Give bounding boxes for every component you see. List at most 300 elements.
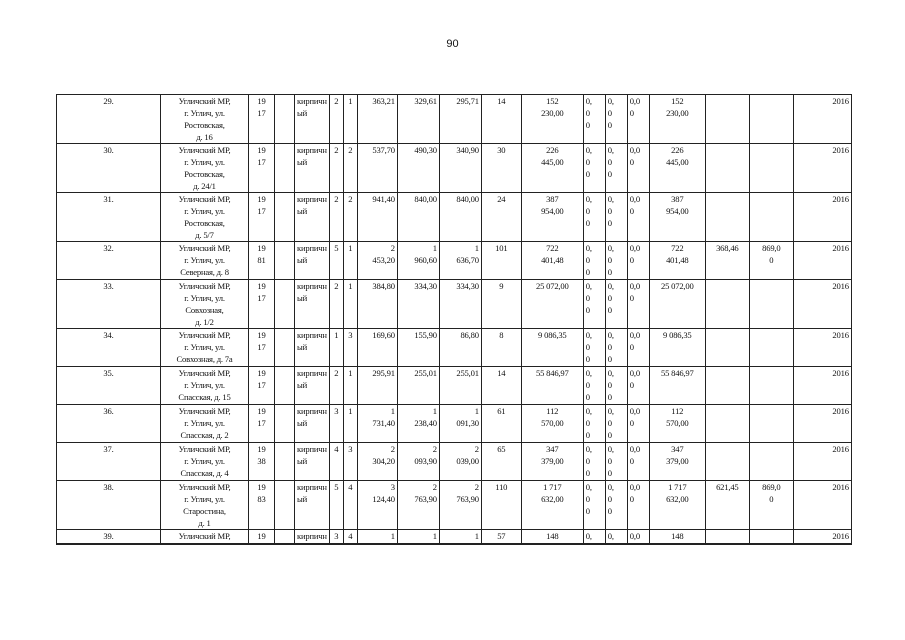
empty-cell bbox=[275, 242, 295, 280]
cell-line: 0, bbox=[607, 444, 614, 454]
floors-cell bbox=[329, 530, 343, 544]
specific-cost-cell bbox=[705, 329, 749, 367]
cell-line: г. Углич, ул. bbox=[184, 255, 225, 265]
limit-cost-cell bbox=[749, 367, 793, 405]
cell-line: 0, bbox=[607, 330, 614, 340]
cell-line: 3 bbox=[390, 482, 395, 492]
cell-line: 0, bbox=[585, 194, 592, 204]
wall-material-cell bbox=[295, 329, 330, 367]
planned-year-cell bbox=[793, 242, 851, 280]
cell-line: 347 bbox=[546, 444, 559, 454]
year-built-cell bbox=[249, 95, 275, 144]
cell-line: 61 bbox=[497, 406, 506, 416]
fund-share-cell bbox=[583, 367, 605, 405]
wall-material-cell bbox=[295, 193, 330, 242]
repair-cost-cell bbox=[521, 443, 583, 481]
cell-line: 0,0 bbox=[629, 145, 640, 155]
cell-line: 2 bbox=[334, 281, 339, 291]
cell-line: 4 bbox=[348, 531, 353, 541]
specific-cost-cell bbox=[705, 280, 749, 329]
cell-line: 0 bbox=[585, 305, 590, 315]
empty-cell bbox=[275, 329, 295, 367]
total-area-cell bbox=[357, 443, 397, 481]
cell-line: 0, bbox=[585, 281, 592, 291]
total-area-cell bbox=[357, 481, 397, 530]
entrances-cell bbox=[343, 530, 357, 544]
cell-line: 0 bbox=[607, 380, 612, 390]
cell-line: 347 bbox=[671, 444, 684, 454]
cell-line: 490,30 bbox=[414, 145, 437, 155]
total-cost-cell bbox=[649, 481, 705, 530]
planned-year-cell bbox=[793, 144, 851, 193]
planned-year-cell bbox=[793, 280, 851, 329]
cell-line: 0, bbox=[585, 243, 592, 253]
cell-line: 33. bbox=[103, 281, 114, 291]
fund-share-cell bbox=[627, 193, 649, 242]
table-row bbox=[57, 530, 852, 544]
cell-line: кирпичн bbox=[297, 482, 327, 492]
cell-line: 19 bbox=[257, 330, 266, 340]
cell-line: 621,45 bbox=[716, 482, 739, 492]
total-cost-cell bbox=[649, 193, 705, 242]
fund-share-cell bbox=[605, 367, 627, 405]
cell-line: 093,90 bbox=[414, 456, 437, 466]
cell-line: 17 bbox=[257, 157, 266, 167]
cell-line: 148 bbox=[546, 531, 559, 541]
cell-line: 19 bbox=[257, 531, 266, 541]
cell-line: 124,40 bbox=[372, 494, 395, 504]
entrances-cell bbox=[343, 443, 357, 481]
fund-share-cell bbox=[583, 193, 605, 242]
cell-line: 0 bbox=[607, 157, 612, 167]
residential-area-cell bbox=[397, 481, 439, 530]
cell-line: 636,70 bbox=[456, 255, 479, 265]
year-built-cell bbox=[249, 329, 275, 367]
cell-line: 2 bbox=[334, 145, 339, 155]
cell-line: 0 bbox=[607, 494, 612, 504]
cell-line: 1 bbox=[348, 281, 353, 291]
cell-line: 0 bbox=[585, 108, 590, 118]
cell-line: кирпичн bbox=[297, 145, 327, 155]
cell-line: 0 bbox=[585, 380, 590, 390]
cell-line: 0 bbox=[585, 392, 590, 402]
cell-line: 101 bbox=[495, 243, 508, 253]
address-cell bbox=[161, 280, 249, 329]
cell-line: 3 bbox=[334, 531, 339, 541]
address-cell bbox=[161, 329, 249, 367]
fund-share-cell bbox=[583, 280, 605, 329]
private-area-cell bbox=[439, 329, 481, 367]
cell-line: 869,0 bbox=[762, 482, 781, 492]
limit-cost-cell bbox=[749, 95, 793, 144]
residents-cell bbox=[481, 481, 521, 530]
specific-cost-cell bbox=[705, 405, 749, 443]
cell-line: 230,00 bbox=[666, 108, 689, 118]
fund-share-cell bbox=[627, 481, 649, 530]
cell-line: 0 bbox=[607, 218, 612, 228]
cell-line: 152 bbox=[671, 96, 684, 106]
cell-line: 4 bbox=[334, 444, 339, 454]
cell-line: Угличский МР, bbox=[178, 531, 231, 541]
cell-line: Старостина, bbox=[183, 506, 226, 516]
cell-line: г. Углич, ул. bbox=[184, 380, 225, 390]
cell-line: 19 bbox=[257, 281, 266, 291]
entrances-cell bbox=[343, 329, 357, 367]
specific-cost-cell bbox=[705, 367, 749, 405]
cell-line: ый bbox=[297, 255, 307, 265]
cell-line: д. 16 bbox=[196, 132, 213, 142]
cell-line: 0,0 bbox=[629, 281, 640, 291]
cell-line: 255,01 bbox=[456, 368, 479, 378]
floors-cell bbox=[329, 329, 343, 367]
planned-year-cell bbox=[793, 481, 851, 530]
cell-line: Спасская, д. 2 bbox=[180, 430, 229, 440]
cell-line: ый bbox=[297, 456, 307, 466]
cell-line: 840,00 bbox=[414, 194, 437, 204]
cell-line: 2 bbox=[474, 444, 479, 454]
private-area-cell bbox=[439, 481, 481, 530]
wall-material-cell bbox=[295, 144, 330, 193]
cell-line: Угличский МР, bbox=[178, 368, 231, 378]
floors-cell bbox=[329, 443, 343, 481]
cell-line: 2016 bbox=[832, 531, 849, 541]
cell-line: 2 bbox=[334, 368, 339, 378]
cell-line: д. 24/1 bbox=[193, 181, 216, 191]
fund-share-cell bbox=[583, 144, 605, 193]
specific-cost-cell bbox=[705, 481, 749, 530]
cell-line: 363,21 bbox=[372, 96, 395, 106]
cell-line: 1 bbox=[348, 406, 353, 416]
cell-line: 0, bbox=[607, 145, 614, 155]
year-built-cell bbox=[249, 242, 275, 280]
cell-line: кирпичн bbox=[297, 531, 327, 541]
cell-line: 152 bbox=[546, 96, 559, 106]
cell-line: 445,00 bbox=[541, 157, 564, 167]
floors-cell bbox=[329, 481, 343, 530]
cell-line: 2016 bbox=[832, 145, 849, 155]
private-area-cell bbox=[439, 367, 481, 405]
address-cell bbox=[161, 95, 249, 144]
total-cost-cell bbox=[649, 405, 705, 443]
repair-cost-cell bbox=[521, 405, 583, 443]
table-row bbox=[57, 144, 852, 193]
fund-share-cell bbox=[605, 95, 627, 144]
floors-cell bbox=[329, 193, 343, 242]
cell-line: 0,0 bbox=[629, 96, 640, 106]
cell-line: 0,0 bbox=[629, 406, 640, 416]
fund-share-cell bbox=[605, 144, 627, 193]
cell-line: 25 072,00 bbox=[536, 281, 569, 291]
cell-line: кирпичн bbox=[297, 281, 327, 291]
cell-line: 169,60 bbox=[372, 330, 395, 340]
cell-line: 0 bbox=[585, 157, 590, 167]
cell-line: 0 bbox=[585, 218, 590, 228]
residents-cell bbox=[481, 530, 521, 544]
residents-cell bbox=[481, 193, 521, 242]
cell-line: Угличский МР, bbox=[178, 194, 231, 204]
floors-cell bbox=[329, 144, 343, 193]
fund-share-cell bbox=[583, 481, 605, 530]
cell-line: 869,0 bbox=[762, 243, 781, 253]
repair-cost-cell bbox=[521, 242, 583, 280]
cell-line: 230,00 bbox=[541, 108, 564, 118]
table-row bbox=[57, 242, 852, 280]
fund-share-cell bbox=[605, 530, 627, 544]
fund-share-cell bbox=[627, 242, 649, 280]
cell-line: 0 bbox=[585, 255, 590, 265]
cell-line: 401,48 bbox=[541, 255, 564, 265]
cell-line: 1 bbox=[348, 243, 353, 253]
cell-line: 83 bbox=[257, 494, 266, 504]
cell-line: 19 bbox=[257, 194, 266, 204]
cell-line: 4 bbox=[348, 482, 353, 492]
cell-line: 0 bbox=[607, 255, 612, 265]
page-number: 90 bbox=[446, 38, 459, 50]
cell-line: ый bbox=[297, 418, 307, 428]
cell-line: 0, bbox=[585, 406, 592, 416]
residents-cell bbox=[481, 280, 521, 329]
cell-line: Угличский МР, bbox=[178, 145, 231, 155]
cell-line: 57 bbox=[497, 531, 506, 541]
cell-line: 17 bbox=[257, 418, 266, 428]
row-number bbox=[57, 95, 161, 144]
cell-line: 632,00 bbox=[541, 494, 564, 504]
residential-area-cell bbox=[397, 443, 439, 481]
cell-line: Спасская, д. 15 bbox=[178, 392, 231, 402]
limit-cost-cell bbox=[749, 280, 793, 329]
cell-line: Спасская, д. 4 bbox=[180, 468, 229, 478]
cell-line: 0, bbox=[607, 406, 614, 416]
row-number bbox=[57, 280, 161, 329]
cell-line: д. 1 bbox=[198, 518, 211, 528]
table-row bbox=[57, 280, 852, 329]
cell-line: 19 bbox=[257, 444, 266, 454]
fund-share-cell bbox=[605, 280, 627, 329]
cell-line: 295,71 bbox=[456, 96, 479, 106]
cell-line: 1 717 bbox=[668, 482, 687, 492]
private-area-cell bbox=[439, 280, 481, 329]
fund-share-cell bbox=[583, 405, 605, 443]
table-row bbox=[57, 193, 852, 242]
cell-line: 763,90 bbox=[414, 494, 437, 504]
cell-line: 445,00 bbox=[666, 157, 689, 167]
cell-line: кирпичн bbox=[297, 330, 327, 340]
cell-line: 379,00 bbox=[666, 456, 689, 466]
private-area-cell bbox=[439, 530, 481, 544]
cell-line: 2016 bbox=[832, 482, 849, 492]
cell-line: 38 bbox=[257, 456, 266, 466]
cell-line: 1 bbox=[432, 406, 437, 416]
cell-line: кирпичн bbox=[297, 96, 327, 106]
planned-year-cell bbox=[793, 530, 851, 544]
planned-year-cell bbox=[793, 193, 851, 242]
cell-line: д. 5/7 bbox=[195, 230, 214, 240]
cell-line: 38. bbox=[103, 482, 114, 492]
fund-share-cell bbox=[605, 193, 627, 242]
cell-line: 81 bbox=[257, 255, 266, 265]
cell-line: 19 bbox=[257, 243, 266, 253]
row-number bbox=[57, 443, 161, 481]
empty-cell bbox=[275, 144, 295, 193]
cell-line: ый bbox=[297, 108, 307, 118]
cell-line: 0, bbox=[585, 531, 592, 541]
cell-line: 2 bbox=[390, 444, 395, 454]
cell-line: 0 bbox=[585, 293, 590, 303]
cell-line: 0 bbox=[585, 267, 590, 277]
private-area-cell bbox=[439, 144, 481, 193]
cell-line: Угличский МР, bbox=[178, 406, 231, 416]
housing-register-table bbox=[56, 94, 852, 545]
cell-line: 0, bbox=[607, 96, 614, 106]
address-cell bbox=[161, 530, 249, 544]
cell-line: 2016 bbox=[832, 96, 849, 106]
address-cell bbox=[161, 443, 249, 481]
floors-cell bbox=[329, 242, 343, 280]
cell-line: 2016 bbox=[832, 281, 849, 291]
cell-line: 0 bbox=[607, 305, 612, 315]
cell-line: Угличский МР, bbox=[178, 243, 231, 253]
cell-line: 0, bbox=[607, 482, 614, 492]
total-area-cell bbox=[357, 405, 397, 443]
cell-line: 387 bbox=[546, 194, 559, 204]
residents-cell bbox=[481, 95, 521, 144]
repair-cost-cell bbox=[521, 481, 583, 530]
cell-line: 0, bbox=[607, 368, 614, 378]
cell-line: 9 bbox=[499, 281, 504, 291]
cell-line: 0 bbox=[629, 108, 634, 118]
cell-line: 0 bbox=[629, 494, 634, 504]
cell-line: 537,70 bbox=[372, 145, 395, 155]
planned-year-cell bbox=[793, 443, 851, 481]
cell-line: г. Углич, ул. bbox=[184, 342, 225, 352]
wall-material-cell bbox=[295, 530, 330, 544]
cell-line: 2 bbox=[432, 444, 437, 454]
cell-line: 110 bbox=[495, 482, 508, 492]
residential-area-cell bbox=[397, 405, 439, 443]
cell-line: Угличский МР, bbox=[178, 482, 231, 492]
cell-line: 31. bbox=[103, 194, 114, 204]
cell-line: 5 bbox=[334, 243, 339, 253]
cell-line: 731,40 bbox=[372, 418, 395, 428]
cell-line: 0, bbox=[607, 194, 614, 204]
cell-line: 2 bbox=[348, 145, 353, 155]
cell-line: 0, bbox=[585, 330, 592, 340]
total-cost-cell bbox=[649, 242, 705, 280]
cell-line: 0 bbox=[629, 255, 634, 265]
total-cost-cell bbox=[649, 530, 705, 544]
year-built-cell bbox=[249, 144, 275, 193]
cell-line: г. Углич, ул. bbox=[184, 157, 225, 167]
total-area-cell bbox=[357, 242, 397, 280]
cell-line: 0 bbox=[585, 494, 590, 504]
wall-material-cell bbox=[295, 405, 330, 443]
cell-line: ый bbox=[297, 380, 307, 390]
empty-cell bbox=[275, 405, 295, 443]
residential-area-cell bbox=[397, 329, 439, 367]
cell-line: 2 bbox=[348, 194, 353, 204]
cell-line: 0 bbox=[629, 380, 634, 390]
cell-line: 570,00 bbox=[666, 418, 689, 428]
residential-area-cell bbox=[397, 193, 439, 242]
cell-line: 334,30 bbox=[414, 281, 437, 291]
limit-cost-cell bbox=[749, 481, 793, 530]
residents-cell bbox=[481, 367, 521, 405]
table-row bbox=[57, 405, 852, 443]
cell-line: Угличский МР, bbox=[178, 330, 231, 340]
entrances-cell bbox=[343, 242, 357, 280]
cell-line: 2 bbox=[432, 482, 437, 492]
repair-cost-cell bbox=[521, 367, 583, 405]
fund-share-cell bbox=[627, 405, 649, 443]
cell-line: 0,0 bbox=[629, 531, 640, 541]
cell-line: 2016 bbox=[832, 194, 849, 204]
private-area-cell bbox=[439, 193, 481, 242]
cell-line: 329,61 bbox=[414, 96, 437, 106]
year-built-cell bbox=[249, 193, 275, 242]
planned-year-cell bbox=[793, 95, 851, 144]
total-cost-cell bbox=[649, 443, 705, 481]
empty-cell bbox=[275, 481, 295, 530]
residential-area-cell bbox=[397, 367, 439, 405]
cell-line: 0,0 bbox=[629, 330, 640, 340]
fund-share-cell bbox=[627, 329, 649, 367]
cell-line: 9 086,35 bbox=[663, 330, 692, 340]
limit-cost-cell bbox=[749, 144, 793, 193]
cell-line: 570,00 bbox=[541, 418, 564, 428]
cell-line: 0 bbox=[607, 169, 612, 179]
cell-line: 632,00 bbox=[666, 494, 689, 504]
cell-line: 226 bbox=[546, 145, 559, 155]
cell-line: 941,40 bbox=[372, 194, 395, 204]
cell-line: 226 bbox=[671, 145, 684, 155]
fund-share-cell bbox=[627, 144, 649, 193]
limit-cost-cell bbox=[749, 405, 793, 443]
cell-line: 65 bbox=[497, 444, 506, 454]
row-number bbox=[57, 329, 161, 367]
address-cell bbox=[161, 193, 249, 242]
cell-line: Ростовская, bbox=[184, 169, 225, 179]
cell-line: 1 bbox=[474, 243, 479, 253]
cell-line: 35. bbox=[103, 368, 114, 378]
cell-line: 238,40 bbox=[414, 418, 437, 428]
cell-line: 29. bbox=[103, 96, 114, 106]
cell-line: 1 bbox=[348, 368, 353, 378]
row-number bbox=[57, 144, 161, 193]
fund-share-cell bbox=[627, 443, 649, 481]
cell-line: 2016 bbox=[832, 243, 849, 253]
entrances-cell bbox=[343, 405, 357, 443]
fund-share-cell bbox=[605, 481, 627, 530]
cell-line: 24 bbox=[497, 194, 506, 204]
cell-line: 387 bbox=[671, 194, 684, 204]
private-area-cell bbox=[439, 95, 481, 144]
empty-cell bbox=[275, 95, 295, 144]
cell-line: Угличский МР, bbox=[178, 281, 231, 291]
cell-line: 0, bbox=[585, 368, 592, 378]
specific-cost-cell bbox=[705, 530, 749, 544]
cell-line: 2 bbox=[474, 482, 479, 492]
cell-line: Угличский МР, bbox=[178, 444, 231, 454]
fund-share-cell bbox=[627, 95, 649, 144]
cell-line: 19 bbox=[257, 368, 266, 378]
cell-line: 3 bbox=[348, 444, 353, 454]
cell-line: ый bbox=[297, 206, 307, 216]
cell-line: Ростовская, bbox=[184, 120, 225, 130]
total-cost-cell bbox=[649, 95, 705, 144]
cell-line: 2016 bbox=[832, 406, 849, 416]
cell-line: 0 bbox=[607, 392, 612, 402]
cell-line: 0 bbox=[585, 169, 590, 179]
